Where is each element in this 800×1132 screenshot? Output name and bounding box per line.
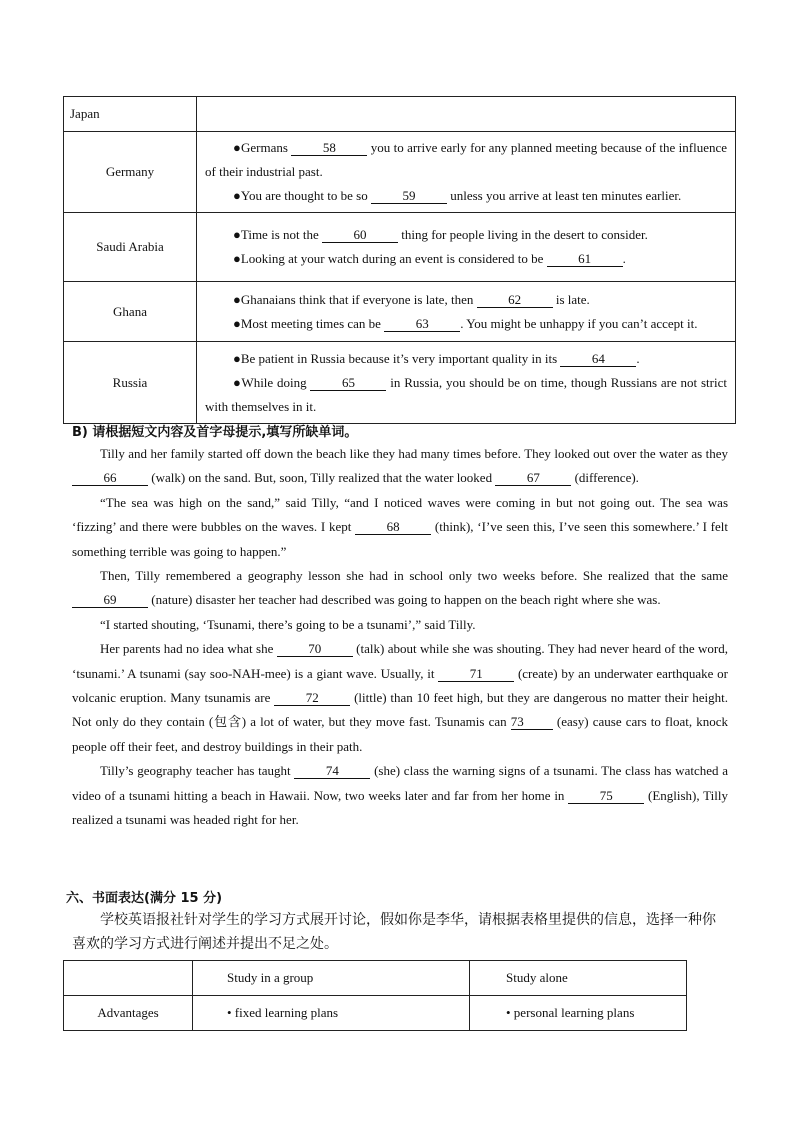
text-run: ●Ghanaians think that if everyone is late, then xyxy=(233,291,477,307)
answer-blank[interactable]: 66 xyxy=(72,470,148,486)
text-run: (little) than 10 feet high, but they are dangerous no matter their height. Not only do they contain (包含) a lot of water, but they move fast. Tsunamis can xyxy=(72,690,728,730)
table-row xyxy=(64,97,736,132)
answer-blank[interactable]: 64 xyxy=(560,351,636,367)
text-run: (walk) on the sand. But, soon, Tilly realized that the water looked xyxy=(148,470,496,486)
text-run: (easy) cause cars to float, knock people off their feet, and destroy buildings in their path. xyxy=(72,714,728,754)
answer-blank[interactable]: 60 xyxy=(322,227,398,243)
bullet-item xyxy=(205,371,727,419)
header-cell: Study alone xyxy=(470,961,687,996)
passage-paragraph xyxy=(72,759,728,832)
text-run: . xyxy=(622,251,626,266)
country-cell: Russia xyxy=(64,342,197,424)
passage-paragraph xyxy=(72,442,728,491)
bullet-item xyxy=(205,288,727,312)
text-run: ●Looking at your watch during an event is considered to be xyxy=(233,251,547,266)
writing-prompt: 学校英语报社针对学生的学习方式展开讨论，假如你是李华，请根据表格里提供的信息，选择一种你喜欢的学习方式进行阐述并提出不足之处。 xyxy=(72,912,716,952)
table-row xyxy=(64,213,736,282)
text-run: (talk) about while she was shouting. They had never heard of the word, ‘tsunami.’ A tsunami (say soo-NAH-mee) is a giant wave. Usually, it xyxy=(72,641,728,681)
answer-blank[interactable]: 74 xyxy=(294,763,370,779)
answer-blank[interactable]: 65 xyxy=(310,375,386,391)
text-run: ●You are thought to be so xyxy=(233,188,371,203)
customs-table xyxy=(63,96,736,424)
country-cell: Ghana xyxy=(64,282,197,342)
row-label-cell: Advantages xyxy=(64,996,193,1031)
text-run: Her parents had no idea what she xyxy=(100,641,277,657)
answer-blank[interactable]: 67 xyxy=(495,470,571,486)
passage xyxy=(72,442,728,833)
text-run: . You might be unhappy if you can’t accept it. xyxy=(460,315,698,331)
passage-paragraph xyxy=(72,491,728,564)
answer-blank[interactable]: 61 xyxy=(547,251,623,267)
table-cell: • personal learning plans xyxy=(470,996,687,1031)
table-cell: • fixed learning plans xyxy=(193,996,470,1031)
answer-blank[interactable]: 73 xyxy=(511,714,553,730)
text-run: (English), Tilly realized a tsunami was headed right for her. xyxy=(72,787,728,828)
content-cell xyxy=(197,213,736,282)
text-run: “The sea was high on the sand,” said Tilly, “and I noticed waves were coming in but not going out. The sea was ‘fizzing’ and there were bubbles on the waves. I kept xyxy=(72,494,728,535)
country-cell: Germany xyxy=(64,132,197,213)
answer-blank[interactable]: 59 xyxy=(371,188,447,204)
text-run: you to arrive early for any planned meeting because of the influence of their industrial past. xyxy=(205,140,728,179)
table-row xyxy=(64,996,687,1031)
header-cell: Study in a group xyxy=(193,961,470,996)
text-run: ●Most meeting times can be xyxy=(233,315,385,331)
content-cell xyxy=(197,342,736,424)
text-run: is late. xyxy=(552,291,590,307)
passage-paragraph xyxy=(72,564,728,613)
answer-blank[interactable]: 71 xyxy=(438,666,514,682)
table-header-row xyxy=(64,961,687,996)
study-table xyxy=(63,960,687,1031)
text-run: (create) by an underwater earthquake or volcanic eruption. Many tsunamis are xyxy=(72,665,728,706)
text-run: ●Germans xyxy=(233,140,292,155)
answer-blank[interactable]: 62 xyxy=(477,292,553,308)
text-run: ●While doing xyxy=(233,374,311,390)
text-run: Then, Tilly remembered a geography lesson she had in school only two weeks before. She realized that the same xyxy=(100,568,728,584)
text-run: Tilly’s geography teacher has taught xyxy=(100,763,295,779)
content-cell xyxy=(197,282,736,342)
answer-blank[interactable]: 75 xyxy=(568,788,644,804)
text-run: (she) class the warning signs of a tsunami. The class has watched a video of a tsunami hitting a beach in Hawaii. Now, two weeks later and far from her home in xyxy=(72,763,728,803)
bullet-item xyxy=(205,184,727,208)
text-run: (nature) disaster her teacher had described was going to happen on the beach right where she was. xyxy=(148,592,661,608)
text-run: thing for people living in the desert to consider. xyxy=(398,227,648,242)
section-b-heading: B) 请根据短文内容及首字母提示,填写所缺单词。 xyxy=(72,425,358,440)
table-row xyxy=(64,282,736,342)
header-cell xyxy=(64,961,193,996)
passage-paragraph xyxy=(72,613,728,637)
answer-blank[interactable]: 63 xyxy=(384,316,460,332)
bullet-item xyxy=(205,136,727,184)
text-run: (think), ‘I’ve seen this, I’ve seen this somewhere.’ I felt something terrible was going to happen.” xyxy=(72,519,728,559)
text-run: unless you arrive at least ten minutes earlier. xyxy=(446,188,682,203)
country-cell: Japan xyxy=(64,97,197,132)
text-run: . xyxy=(636,350,640,366)
bullet-item xyxy=(205,223,727,247)
table-row xyxy=(64,342,736,424)
answer-blank[interactable]: 69 xyxy=(72,592,148,608)
content-cell xyxy=(197,97,736,132)
answer-blank[interactable]: 70 xyxy=(277,641,353,657)
text-run: “I started shouting, ‘Tsunami, there’s going to be a tsunami’,” said Tilly. xyxy=(100,616,476,632)
text-run: (difference). xyxy=(571,470,639,486)
table-row xyxy=(64,132,736,213)
text-run: in Russia, you should be on time, though Russians are not strict with themselves in it. xyxy=(205,374,727,414)
country-cell: Saudi Arabia xyxy=(64,213,197,282)
bullet-item xyxy=(205,347,727,371)
text-run: ●Be patient in Russia because it’s very important quality in its xyxy=(233,350,561,366)
passage-paragraph xyxy=(72,637,728,759)
bullet-item xyxy=(205,247,727,271)
answer-blank[interactable]: 72 xyxy=(274,690,350,706)
text-run: ●Time is not the xyxy=(233,227,322,242)
answer-blank[interactable]: 68 xyxy=(355,519,431,535)
text-run: Tilly and her family started off down the beach like they had many times before. They looked out over the water as they xyxy=(100,446,728,461)
content-cell xyxy=(197,132,736,213)
bullet-item xyxy=(205,312,727,336)
answer-blank[interactable]: 58 xyxy=(291,140,367,156)
writing-heading: 六、书面表达(满分 15 分) xyxy=(66,891,223,906)
